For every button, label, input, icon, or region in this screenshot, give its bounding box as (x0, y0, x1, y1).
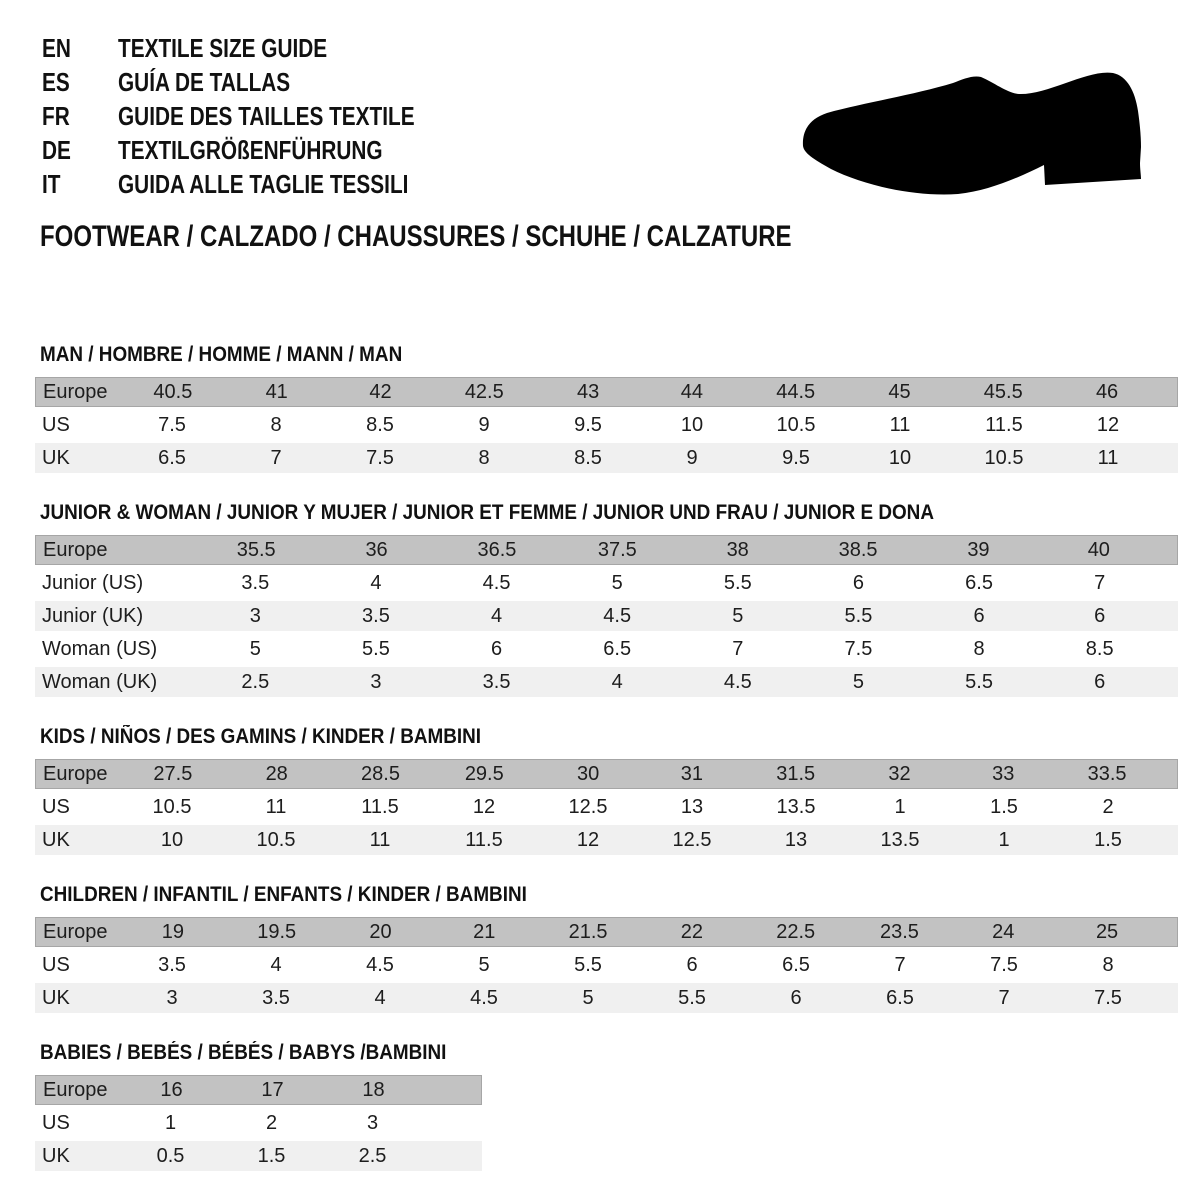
size-cell: 44.5 (776, 381, 816, 403)
size-cell: 45 (888, 381, 911, 403)
table-row-kids-uk (35, 825, 1178, 855)
size-cell: 19 (161, 921, 185, 943)
size-cell: 11 (265, 796, 287, 818)
size-cell: 7.5 (158, 414, 186, 436)
table-row-junior_woman-junior-uk (35, 601, 1178, 631)
size-cell: 6 (491, 638, 503, 660)
size-cell: 6.5 (158, 447, 186, 469)
size-cell: 5.5 (362, 638, 390, 660)
category-heading-text: FOOTWEAR / CALZADO / CHAUSSURES / SCHUHE / CALZATURE (40, 220, 792, 253)
size-cell: 6 (973, 605, 985, 627)
size-cell: 1 (894, 796, 906, 818)
table-row-babies-europe (35, 1075, 482, 1105)
size-cell: 37.5 (597, 539, 637, 561)
size-table-babies (35, 1075, 482, 1171)
size-cell: 2 (265, 1112, 278, 1134)
row-label: UK (42, 829, 70, 851)
size-cell: 29.5 (464, 763, 504, 785)
size-cell: 36 (365, 539, 388, 561)
size-cell: 5 (478, 954, 490, 976)
table-row-junior_woman-woman-uk (35, 667, 1178, 697)
size-cell: 40 (1087, 539, 1110, 561)
row-label: US (42, 414, 70, 436)
size-table-section-junior_woman (35, 499, 1178, 697)
size-cell: 23.5 (880, 921, 919, 943)
size-cell: 2.5 (358, 1145, 387, 1167)
size-cell: 31.5 (776, 763, 816, 785)
size-cell: 20 (369, 921, 392, 943)
size-cell: 30 (576, 763, 600, 785)
size-cell: 11.5 (465, 829, 503, 851)
size-table-kids (35, 759, 1178, 855)
size-cell: 24 (992, 921, 1015, 943)
size-cell: 10.5 (152, 796, 192, 818)
size-cell: 10 (160, 829, 184, 851)
size-cell: 12.5 (672, 829, 712, 851)
size-cell: 11 (889, 414, 911, 436)
size-cell: 8.5 (366, 414, 394, 436)
shoe-icon (793, 63, 1143, 198)
table-title-text: BABIES / BEBÉS / BÉBÉS / BABYS /BAMBINI (40, 1041, 447, 1064)
size-cell: 6 (686, 954, 698, 976)
table-row-babies-uk (35, 1141, 482, 1171)
row-label: Europe (43, 381, 108, 403)
language-guide-title: TEXTILE SIZE GUIDE (118, 33, 328, 63)
size-cell: 13.5 (880, 829, 920, 851)
size-cell: 12 (1096, 414, 1120, 436)
table-title-man (35, 341, 1178, 367)
size-cell: 6.5 (603, 638, 632, 660)
size-cell: 38 (726, 539, 749, 561)
size-tables (35, 341, 1178, 1171)
language-code: IT (42, 169, 61, 199)
size-cell: 10.5 (984, 447, 1024, 469)
size-cell: 5 (852, 671, 864, 693)
size-cell: 44 (680, 381, 703, 403)
size-cell: 3.5 (362, 605, 390, 627)
size-cell: 1.5 (1094, 829, 1122, 851)
size-cell: 9 (686, 447, 698, 469)
size-cell: 4 (370, 572, 382, 594)
table-row-man-us (35, 410, 1178, 440)
size-cell: 5 (582, 987, 594, 1009)
size-cell: 4 (491, 605, 503, 627)
language-guide-title: GUIDE DES TAILLES TEXTILE (118, 101, 415, 131)
size-cell: 13 (784, 829, 808, 851)
size-table-junior_woman (35, 535, 1178, 697)
size-cell: 7 (998, 987, 1010, 1009)
table-title-text: MAN / HOMBRE / HOMME / MANN / MAN (40, 343, 403, 366)
table-row-junior_woman-junior-us (35, 568, 1178, 598)
size-cell: 6 (790, 987, 802, 1009)
size-cell: 3.5 (482, 671, 511, 693)
size-cell: 2 (1102, 796, 1114, 818)
size-table-section-man (35, 341, 1178, 473)
language-guide-title: GUIDA ALLE TAGLIE TESSILI (118, 169, 409, 199)
table-title-junior_woman (35, 499, 1178, 525)
size-cell: 25 (1095, 921, 1119, 943)
size-cell: 36.5 (477, 539, 517, 561)
size-cell: 8 (973, 638, 985, 660)
size-cell: 3 (366, 1112, 379, 1134)
language-code: EN (42, 33, 71, 63)
size-cell: 3.5 (158, 954, 186, 976)
row-label: UK (42, 1145, 70, 1167)
size-cell: 10.5 (776, 414, 816, 436)
size-cell: 9.5 (782, 447, 810, 469)
table-row-man-uk (35, 443, 1178, 473)
table-row-man-europe (35, 377, 1178, 407)
size-cell: 8 (478, 447, 490, 469)
size-cell: 41 (265, 381, 288, 403)
size-cell: 32 (888, 763, 911, 785)
row-label: UK (42, 447, 70, 469)
table-title-text: JUNIOR & WOMAN / JUNIOR Y MUJER / JUNIOR ET FEMME / JUNIOR UND FRAU / JUNIOR E DONA (40, 501, 934, 524)
row-label: Europe (43, 921, 108, 943)
category-heading (35, 220, 1178, 254)
row-label: Europe (43, 763, 108, 785)
size-cell: 5 (611, 572, 623, 594)
size-cell: 5.5 (723, 572, 752, 594)
size-cell: 4.5 (366, 954, 394, 976)
size-cell: 7 (732, 638, 744, 660)
size-cell: 22 (680, 921, 703, 943)
size-table-man (35, 377, 1178, 473)
size-cell: 1.5 (990, 796, 1018, 818)
size-cell: 42 (369, 381, 392, 403)
table-title-kids (35, 723, 1178, 749)
size-cell: 18 (362, 1079, 385, 1101)
size-cell: 33.5 (1087, 763, 1127, 785)
size-cell: 12.5 (568, 796, 608, 818)
size-cell: 39 (967, 539, 990, 561)
size-cell: 11.5 (361, 796, 399, 818)
size-cell: 43 (576, 381, 600, 403)
table-title-text: CHILDREN / INFANTIL / ENFANTS / KINDER / BAMBINI (40, 883, 527, 906)
row-label: US (42, 1112, 70, 1134)
size-cell: 28 (265, 763, 288, 785)
size-cell: 0.5 (156, 1145, 185, 1167)
size-cell: 4.5 (723, 671, 752, 693)
size-cell: 5.5 (678, 987, 706, 1009)
size-cell: 3 (249, 605, 261, 627)
size-cell: 40.5 (153, 381, 193, 403)
size-cell: 7.5 (366, 447, 394, 469)
table-row-junior_woman-woman-us (35, 634, 1178, 664)
size-cell: 46 (1095, 381, 1119, 403)
size-cell: 4 (611, 671, 623, 693)
size-cell: 9.5 (574, 414, 602, 436)
language-guide-title: GUÍA DE TALLAS (118, 67, 291, 97)
size-cell: 4 (374, 987, 386, 1009)
language-code: DE (42, 135, 71, 165)
row-label: US (42, 796, 70, 818)
row-label: Woman (UK) (42, 671, 158, 693)
header (35, 31, 1178, 201)
size-cell: 28.5 (361, 763, 400, 785)
size-cell: 10.5 (256, 829, 296, 851)
size-cell: 35.5 (236, 539, 276, 561)
size-cell: 1 (998, 829, 1010, 851)
size-cell: 9 (478, 414, 490, 436)
size-cell: 6.5 (782, 954, 810, 976)
table-row-children-us (35, 950, 1178, 980)
language-guide-title: TEXTILGRÖßENFÜHRUNG (118, 135, 383, 165)
size-cell: 12 (472, 796, 496, 818)
row-label: Junior (UK) (42, 605, 144, 627)
size-cell: 13 (680, 796, 704, 818)
size-cell: 42.5 (464, 381, 504, 403)
size-cell: 17 (261, 1079, 284, 1101)
size-cell: 8 (1102, 954, 1114, 976)
size-cell: 10 (680, 414, 704, 436)
size-cell: 31 (680, 763, 703, 785)
size-cell: 33 (992, 763, 1015, 785)
size-cell: 45.5 (983, 381, 1023, 403)
size-cell: 7 (1094, 572, 1106, 594)
row-label: Woman (US) (42, 638, 158, 660)
size-cell: 19.5 (257, 921, 297, 943)
size-cell: 3 (370, 671, 382, 693)
size-cell: 1 (164, 1112, 177, 1134)
table-title-children (35, 881, 1178, 907)
table-row-junior_woman-europe (35, 535, 1178, 565)
size-cell: 2.5 (241, 671, 270, 693)
language-code: ES (42, 67, 70, 97)
size-cell: 7.5 (1094, 987, 1122, 1009)
row-label: US (42, 954, 70, 976)
table-title-text: KIDS / NIÑOS / DES GAMINS / KINDER / BAMBINI (40, 725, 482, 748)
size-cell: 11.5 (985, 414, 1023, 436)
size-table-section-babies (35, 1039, 1178, 1171)
size-cell: 6 (1094, 605, 1106, 627)
size-cell: 21 (473, 921, 496, 943)
row-label: Europe (43, 539, 108, 561)
size-cell: 7 (270, 447, 282, 469)
language-line-en (35, 31, 1178, 65)
row-label: Junior (US) (42, 572, 144, 594)
size-cell: 6 (852, 572, 864, 594)
table-row-kids-europe (35, 759, 1178, 789)
size-cell: 10 (888, 447, 912, 469)
size-cell: 7.5 (990, 954, 1018, 976)
size-cell: 3.5 (241, 572, 270, 594)
size-cell: 11 (369, 829, 391, 851)
size-cell: 8.5 (1085, 638, 1114, 660)
size-cell: 4.5 (603, 605, 632, 627)
row-label: Europe (43, 1079, 108, 1101)
size-cell: 22.5 (776, 921, 816, 943)
row-label: UK (42, 987, 70, 1009)
table-title-babies (35, 1039, 1178, 1065)
size-cell: 8.5 (574, 447, 602, 469)
size-cell: 13.5 (776, 796, 816, 818)
size-cell: 12 (576, 829, 600, 851)
size-cell: 1.5 (257, 1145, 286, 1167)
size-cell: 4.5 (470, 987, 498, 1009)
size-cell: 5.5 (844, 605, 873, 627)
table-row-children-uk (35, 983, 1178, 1013)
language-code: FR (42, 101, 70, 131)
size-cell: 16 (160, 1079, 183, 1101)
size-cell: 4.5 (482, 572, 511, 594)
table-row-babies-us (35, 1108, 482, 1138)
size-table-section-children (35, 881, 1178, 1013)
table-row-children-europe (35, 917, 1178, 947)
size-cell: 3.5 (262, 987, 290, 1009)
size-cell: 6.5 (965, 572, 993, 594)
size-cell: 5 (249, 638, 261, 660)
size-cell: 11 (1097, 447, 1119, 469)
size-cell: 5.5 (574, 954, 602, 976)
size-cell: 6 (1094, 671, 1106, 693)
size-cell: 27.5 (153, 763, 193, 785)
size-cell: 7.5 (844, 638, 873, 660)
size-cell: 21.5 (568, 921, 608, 943)
size-cell: 3 (166, 987, 178, 1009)
size-table-children (35, 917, 1178, 1013)
size-cell: 38.5 (838, 539, 878, 561)
size-cell: 4 (270, 954, 282, 976)
size-cell: 5.5 (965, 671, 993, 693)
size-cell: 5 (732, 605, 744, 627)
size-cell: 8 (270, 414, 282, 436)
size-cell: 6.5 (886, 987, 914, 1009)
size-table-section-kids (35, 723, 1178, 855)
size-cell: 7 (894, 954, 906, 976)
table-row-kids-us (35, 792, 1178, 822)
